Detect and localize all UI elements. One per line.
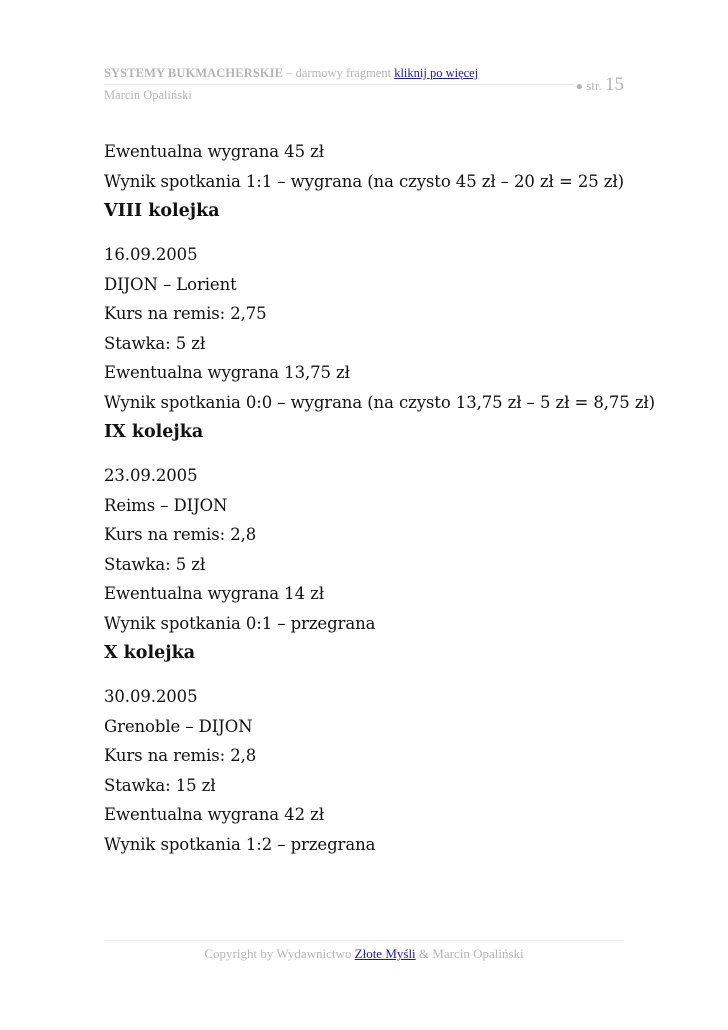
- text-line: Reims – DIJON: [104, 495, 228, 515]
- text-line: Kurs na remis: 2,8: [104, 746, 257, 765]
- text-line: Stawka: 5 zł: [104, 333, 206, 353]
- book-title: SYSTEMY BUKMACHERSKIE: [104, 66, 284, 80]
- header-author: Marcin Opaliński: [104, 88, 192, 102]
- section-heading: IX kolejka: [104, 422, 204, 442]
- text-line: Kurs na remis: 2,8: [104, 525, 257, 544]
- page-number: 15: [605, 74, 624, 95]
- section-heading: VIII kolejka: [104, 201, 220, 221]
- text-line: 16.09.2005: [104, 245, 198, 264]
- text-line: Kurs na remis: 2,75: [104, 304, 267, 323]
- publisher-link[interactable]: Złote Myśli: [354, 946, 416, 961]
- page-number-indicator: [576, 74, 624, 96]
- text-line: Wynik spotkania 0:0 – wygrana (na czysto 13,75 zł – 5 zł = 8,75 zł): [104, 392, 656, 412]
- page-label: str.: [582, 78, 605, 93]
- footer-divider: [104, 940, 624, 941]
- page-footer: [104, 946, 624, 962]
- text-line: DIJON – Lorient: [104, 274, 237, 294]
- footer-copyright-prefix: Copyright by Wydawnictwo: [204, 946, 355, 961]
- text-line: Ewentualna wygrana 42 zł: [104, 805, 324, 824]
- header-subtitle: – darmowy fragment: [283, 66, 395, 80]
- more-link[interactable]: kliknij po więcej: [394, 66, 479, 80]
- text-line: Ewentualna wygrana 45 zł: [104, 142, 324, 161]
- footer-copyright-suffix: & Marcin Opaliński: [415, 946, 524, 961]
- text-line: Ewentualna wygrana 14 zł: [104, 584, 324, 603]
- text-line: Ewentualna wygrana 13,75 zł: [104, 363, 350, 382]
- text-line: Wynik spotkania 1:2 – przegrana: [104, 834, 376, 854]
- header-title-line: [104, 66, 478, 81]
- page-header: [104, 64, 624, 108]
- header-divider: [104, 84, 574, 85]
- text-line: Grenoble – DIJON: [104, 716, 253, 736]
- document-body: [104, 139, 664, 861]
- text-line: Stawka: 5 zł: [104, 554, 206, 574]
- text-line: 23.09.2005: [104, 466, 198, 485]
- bullet-icon: ●: [575, 79, 583, 93]
- text-line: 30.09.2005: [104, 687, 198, 706]
- text-line: Stawka: 15 zł: [104, 775, 216, 795]
- text-line: Wynik spotkania 0:1 – przegrana: [104, 613, 376, 633]
- section-heading: X kolejka: [104, 643, 196, 663]
- text-line: Wynik spotkania 1:1 – wygrana (na czysto 45 zł – 20 zł = 25 zł): [104, 171, 624, 191]
